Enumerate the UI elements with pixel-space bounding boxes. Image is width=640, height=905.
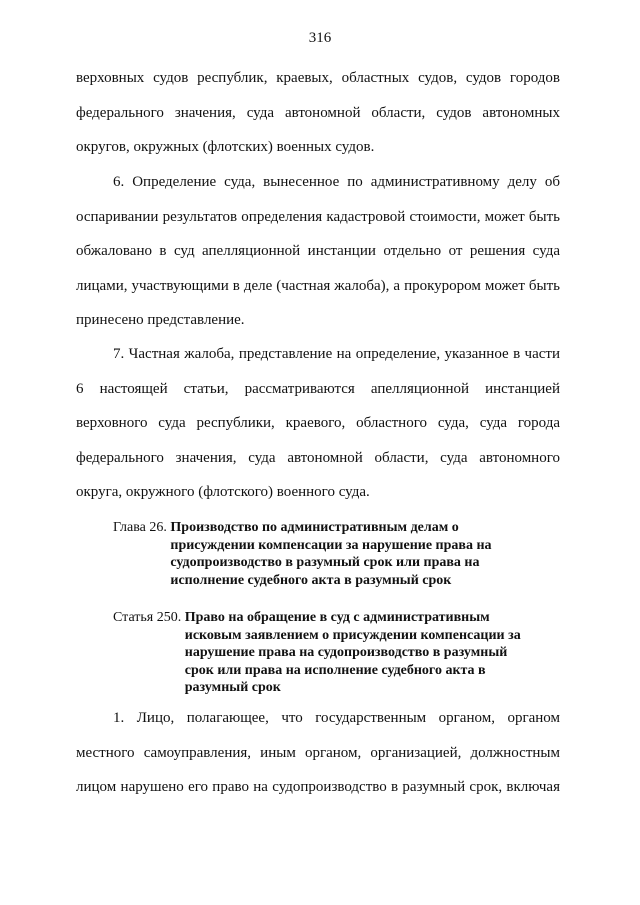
chapter-title: Производство по административным делам о присуждении компенсации за нарушение права на судопроизводство в разумный срок или права на исполнение судебного акта в разумный срок bbox=[170, 520, 492, 588]
paragraph-continuation: верховных судов республик, краевых, областных судов, судов городов федерального значения, суда автономной области, судов автономных округов, окружных (флотских) военных судов. bbox=[76, 70, 560, 155]
chapter-label: Глава 26. bbox=[113, 520, 167, 535]
paragraph-1: 1. Лицо, полагающее, что государственным органом, органом местного самоуправления, иным органом, организацией, должностным лицом нарушено его право на судопроизводство в разумный срок, включая bbox=[76, 710, 560, 795]
page-number: 316 bbox=[308, 30, 332, 46]
paragraph-6: 6. Определение суда, вынесенное по административному делу об оспаривании результатов определения кадастровой стоимости, может быть обжаловано в суд апелляционной инстанции отдельно от решения суда лицами, участвующими в деле (частная жалоба), а прокурором может быть принесено представление. bbox=[76, 174, 560, 328]
article-heading bbox=[113, 609, 521, 697]
article-title: Право на обращение в суд с административным исковым заявлением о присуждении компенсации за нарушение права на судопроизводство в разумный срок или права на исполнение судебного акта в разумный срок bbox=[184, 610, 521, 695]
paragraph-7: 7. Частная жалоба, представление на определение, указанное в части 6 настоящей статьи, рассматриваются апелляционной инстанцией верховного суда республики, краевого, областного суда, суда города федерального значения, суда автономной области, суда автономного округа, окружного (флотского) военного суда. bbox=[76, 346, 560, 500]
chapter-heading bbox=[113, 519, 492, 589]
article-label: Статья 250. bbox=[113, 610, 182, 625]
